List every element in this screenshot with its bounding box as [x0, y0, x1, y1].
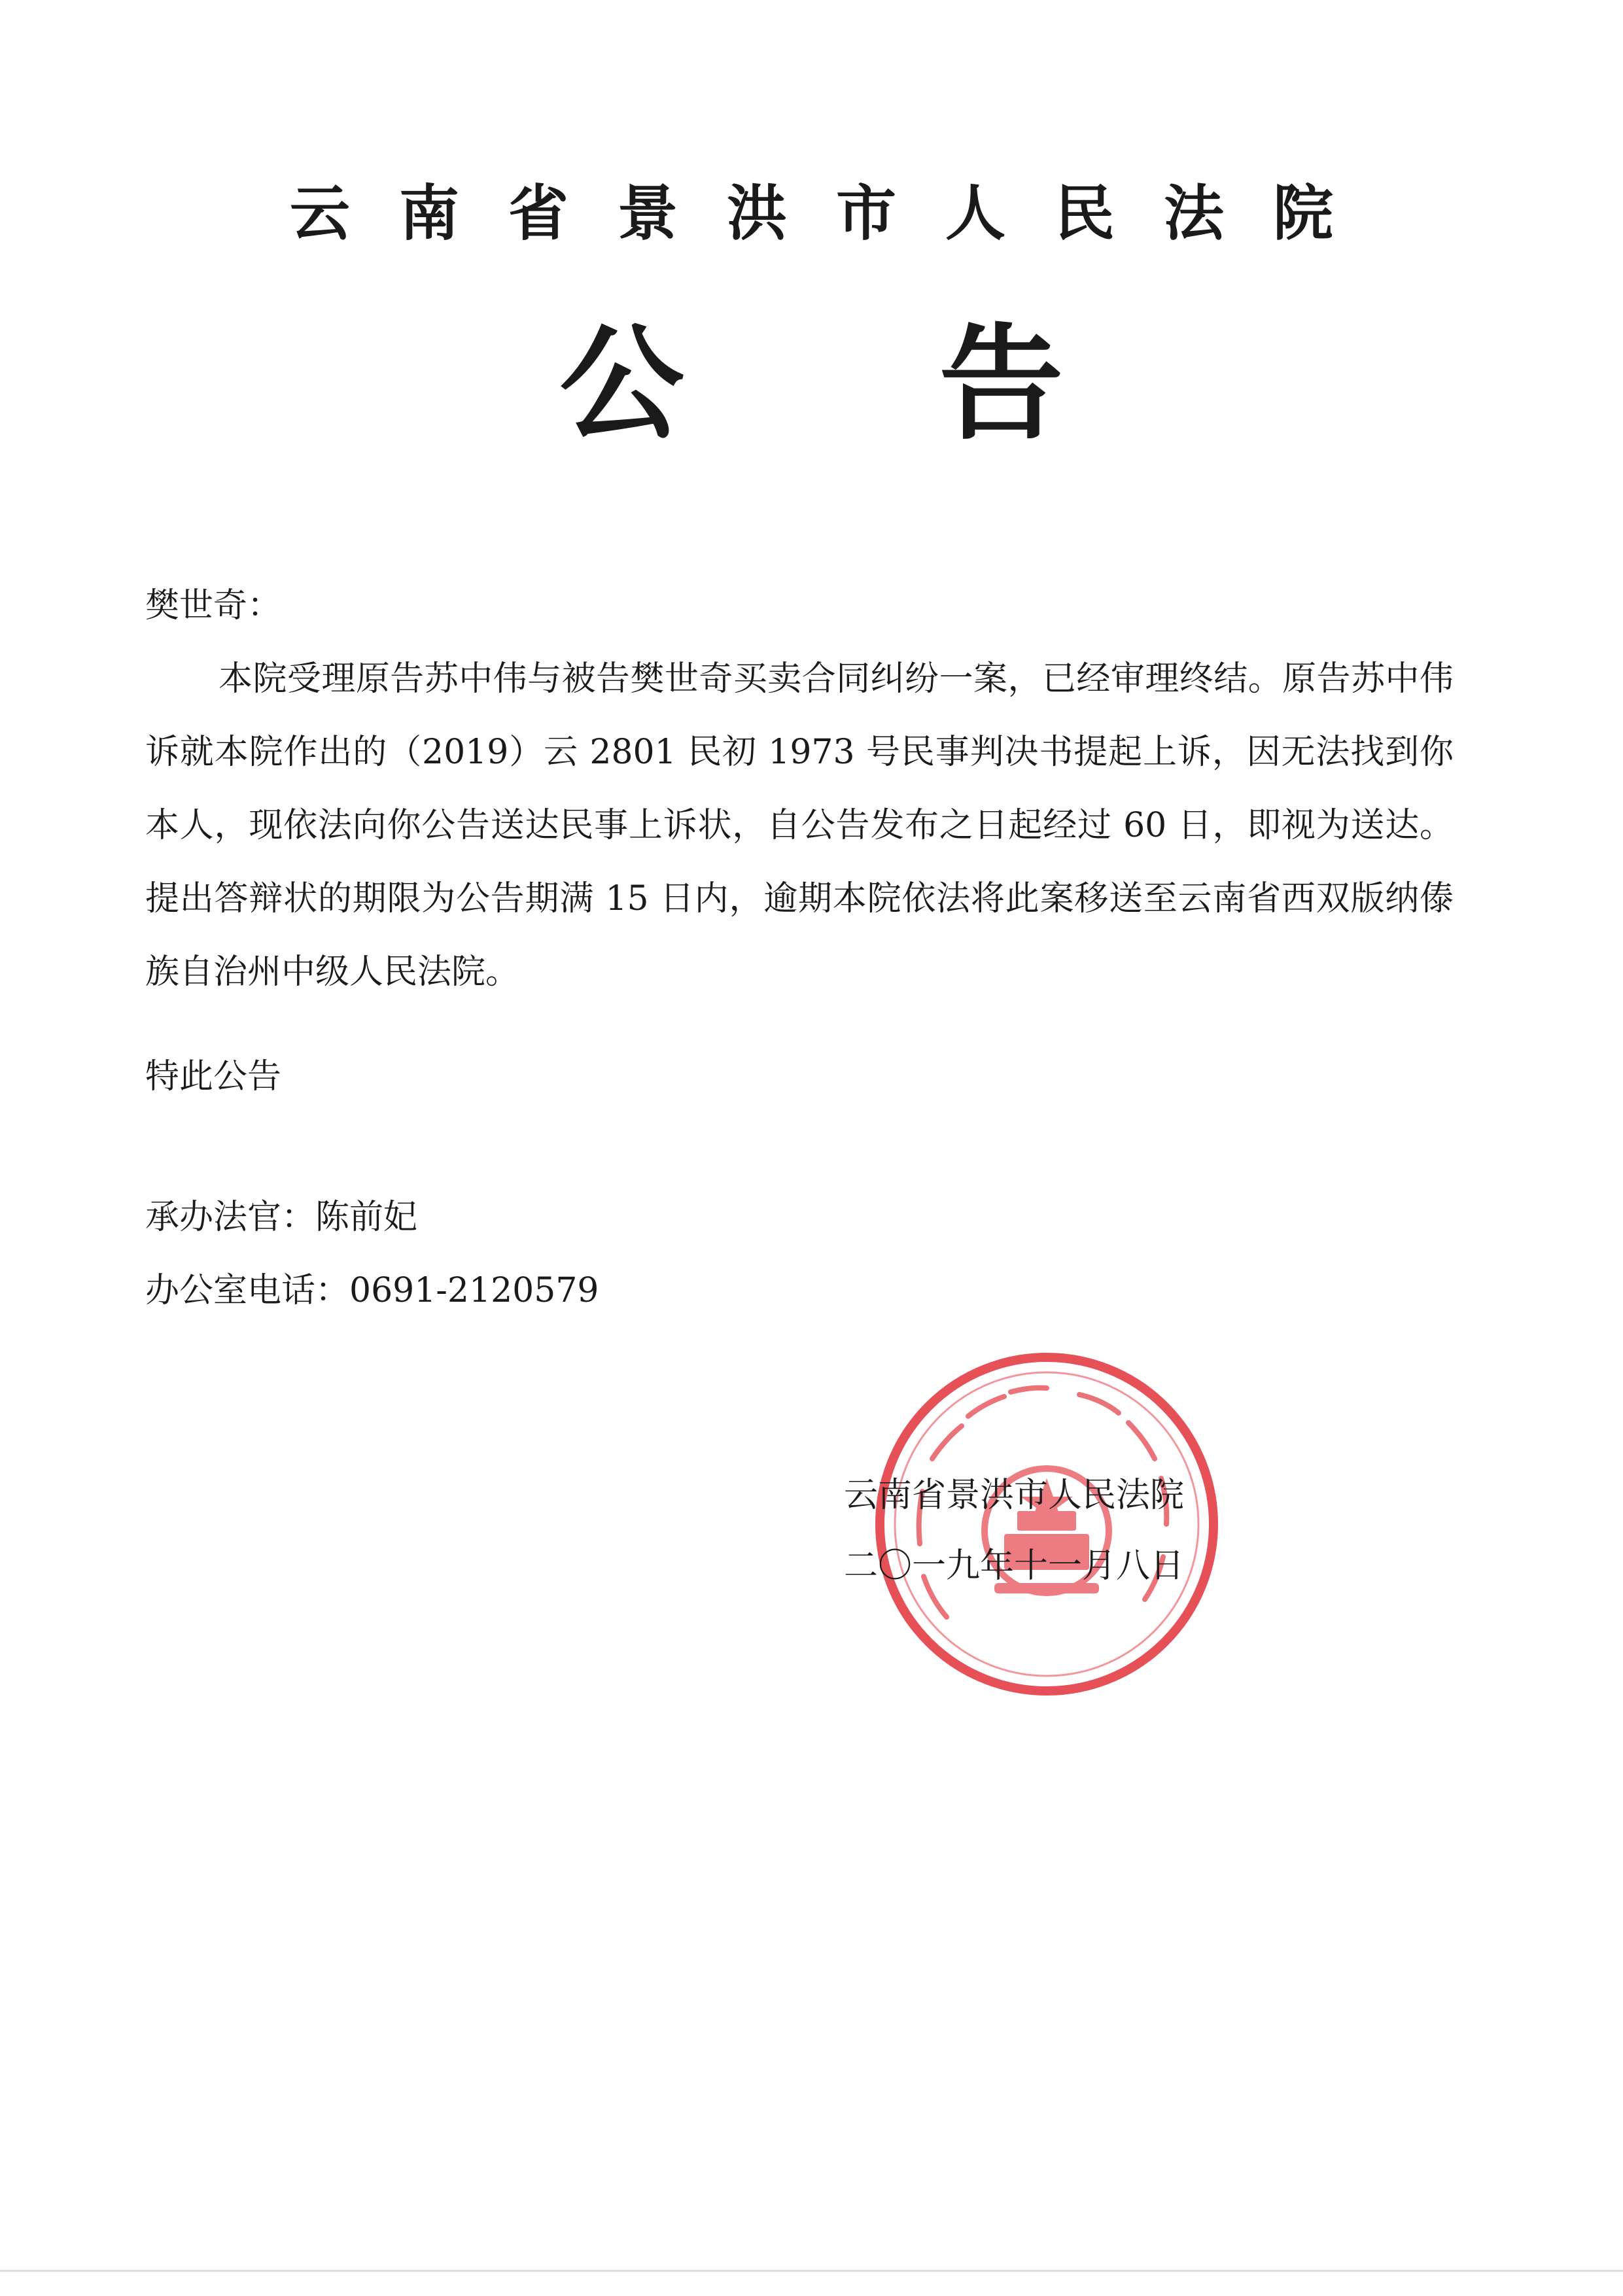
issue-date: 二〇一九年十一月八日: [844, 1546, 1185, 1586]
announcement-paragraph: 本院受理原告苏中伟与被告樊世奇买卖合同纠纷一案，已经审理终结。原告苏中伟诉就本院作出的（2019）云 2801 民初 1973 号民事判决书提起上诉，因无法找到你本人，现依法向你公告送达民事上诉状，自公告发布之日起经过 60 日，即视为送达。提出答辩状的期限为公告期满 15 日内，逾期本院依法将此案移送至云南省西双版纳傣族自治州中级人民法院。: [145, 659, 1454, 992]
salutation: 樊世奇：: [145, 586, 282, 625]
office-phone: 办公室电话：0691-2120579: [145, 1271, 599, 1310]
court-name-heading: 云南省景洪市人民法院: [289, 179, 1382, 249]
issuing-court: 云南省景洪市人民法院: [844, 1476, 1185, 1515]
closing-line: 特此公告: [145, 1057, 282, 1096]
document-title: 公告: [559, 312, 1319, 457]
page-bottom-divider: [0, 2270, 1623, 2272]
presiding-judge: 承办法官：陈前妃: [145, 1198, 418, 1237]
